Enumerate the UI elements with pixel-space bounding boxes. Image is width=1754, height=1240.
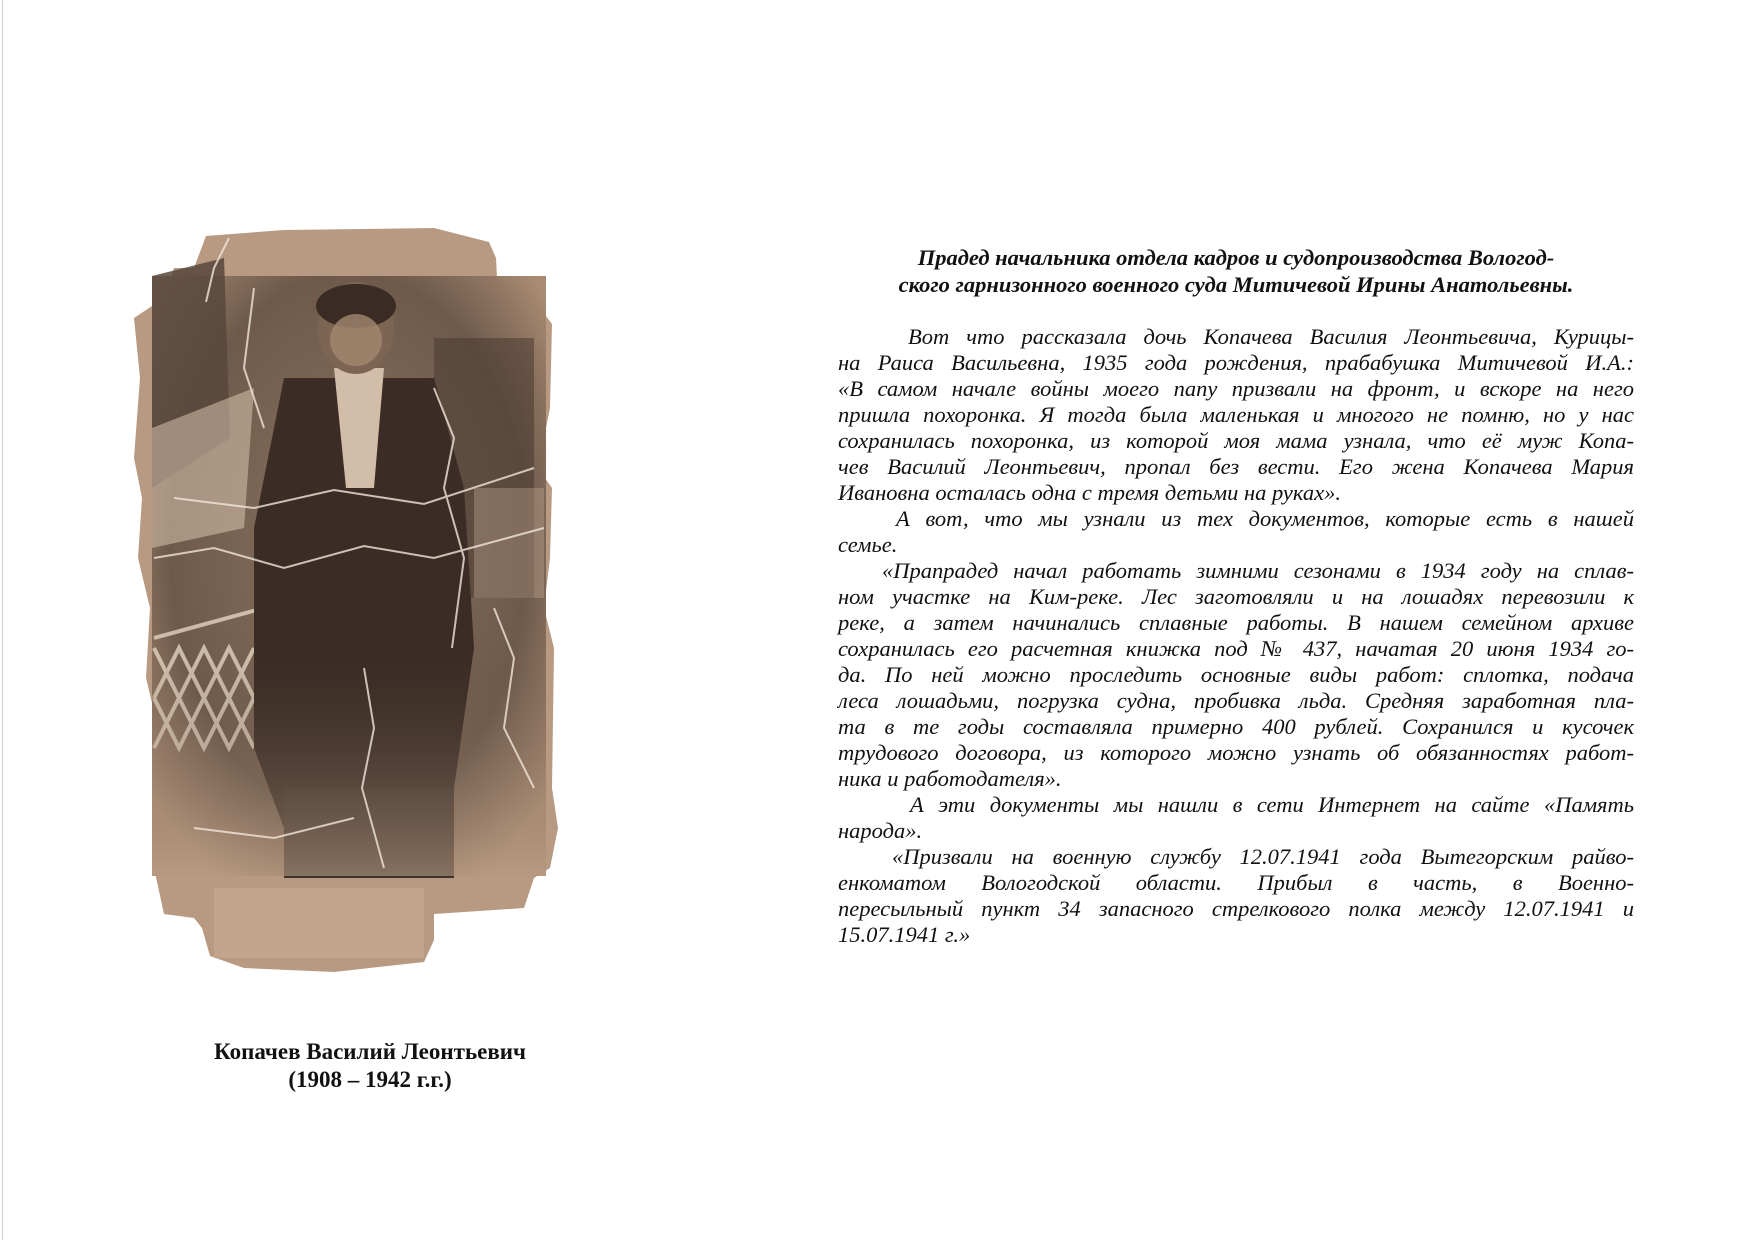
paragraph-line: «В самом начале войны моего папу призвали на фронт, и вскоре на него	[838, 376, 1634, 401]
paragraph	[838, 558, 1634, 792]
paragraph	[838, 506, 1634, 558]
paragraph	[838, 844, 1634, 948]
paragraph-line: трудового договора, из которого можно узнать об обязанностях работ-	[838, 740, 1634, 765]
paragraph-line: ном участке на Ким-реке. Лес заготовляли и на лошадях перевозили к	[838, 584, 1634, 609]
paragraph	[838, 324, 1634, 506]
paragraph-line: пришла похоронка. Я тогда была маленькая и многого не помню, но у нас	[838, 402, 1634, 427]
photo-caption	[130, 1038, 610, 1094]
caption-years: (1908 – 1942 г.г.)	[288, 1067, 452, 1092]
paragraph-line: Ивановна осталась одна с тремя детьми на руках».	[838, 480, 1341, 505]
paragraph-line: чев Василий Леонтьевич, пропал без вести. Его жена Копачева Мария	[838, 454, 1634, 479]
article-body	[838, 324, 1634, 948]
heading-line: Прадед начальника отдела кадров и судопроизводства Вологод-	[917, 245, 1555, 270]
paragraph	[838, 792, 1634, 844]
paragraph-line: «Прапрадед начал работать зимними сезонами в 1934 году на сплав-	[882, 558, 1634, 583]
paragraph-line: сохранилась похоронка, из которой моя мама узнала, что её муж Копа-	[838, 428, 1634, 453]
paragraph-line: та в те годы составляла примерно 400 рублей. Сохранился и кусочек	[838, 714, 1634, 739]
paragraph-line: 15.07.1941 г.»	[838, 922, 971, 947]
article-heading	[838, 244, 1634, 298]
paragraph-line: сохранилась его расчетная книжка под № 437, начатая 20 июня 1934 го-	[838, 636, 1634, 661]
paragraph-line: ника и работодателя».	[838, 766, 1062, 791]
paragraph-line: Вот что рассказала дочь Копачева Василия Леонтьевича, Курицы-	[908, 324, 1634, 349]
heading-line: ского гарнизонного военного суда Митичевой Ирины Анатольевны.	[898, 272, 1574, 297]
paragraph-line: реке, а затем начинались сплавные работы. В нашем семейном архиве	[838, 610, 1634, 635]
paragraph-line: да. По ней можно проследить основные виды работ: сплотка, подача	[838, 662, 1634, 687]
paragraph-line: леса лошадьми, погрузка судна, пробивка льда. Средняя заработная пла-	[838, 688, 1634, 713]
paragraph-line: А эти документы мы нашли в сети Интернет на сайте «Память	[910, 792, 1634, 817]
paragraph-line: пересыльный пункт 34 запасного стрелкового полка между 12.07.1941 и	[838, 896, 1634, 921]
paragraph-line: на Раиса Васильевна, 1935 года рождения, прабабушка Митичевой И.А.:	[838, 350, 1634, 375]
paragraph-line: А вот, что мы узнали из тех документов, которые есть в нашей	[896, 506, 1634, 531]
paragraph-line: семье.	[838, 532, 898, 557]
page-edge-line	[2, 0, 3, 1240]
portrait-photo	[134, 228, 626, 980]
article	[838, 244, 1634, 948]
paragraph-line: народа».	[838, 818, 923, 843]
paragraph-line: енкоматом Вологодской области. Прибыл в часть, в Военно-	[838, 870, 1634, 895]
caption-name: Копачев Василий Леонтьевич	[214, 1039, 526, 1064]
paragraph-line: «Призвали на военную службу 12.07.1941 года Вытегорским райво-	[892, 844, 1634, 869]
